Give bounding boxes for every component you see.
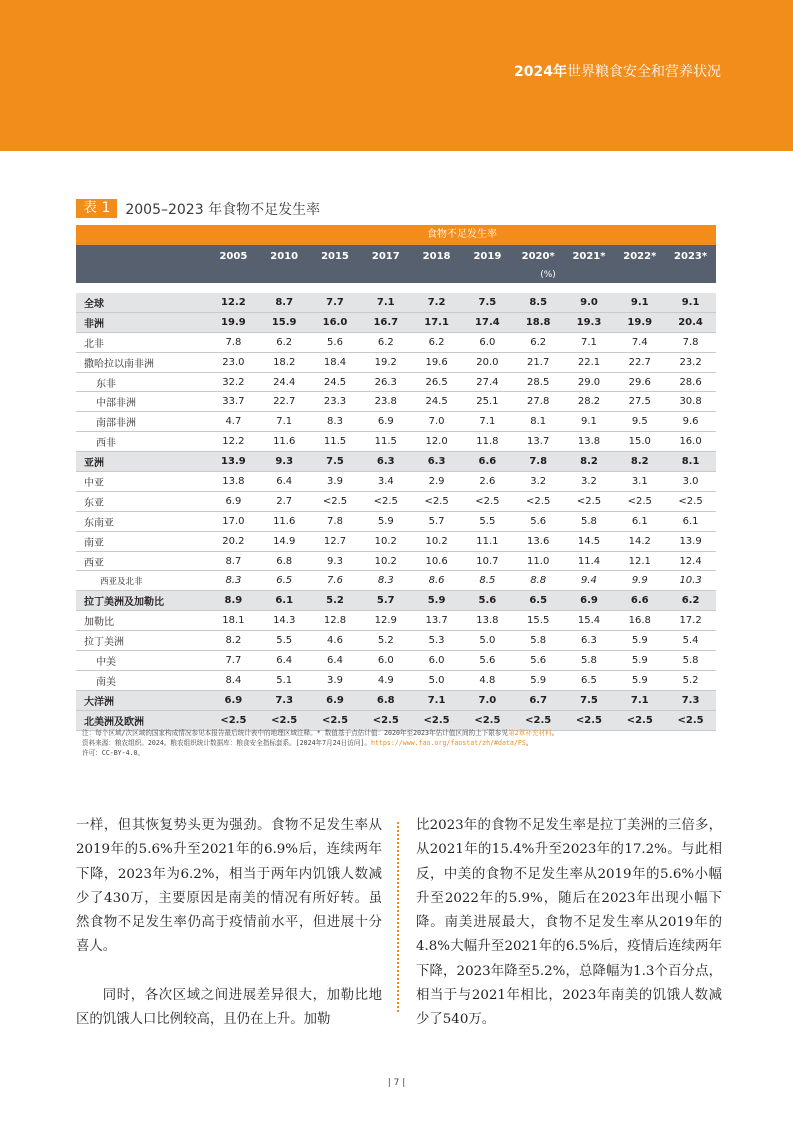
value-cell: 7.8 <box>682 336 699 348</box>
value-cell: 6.0 <box>479 336 496 348</box>
value-cell: 5.3 <box>428 635 445 647</box>
value-cell: 6.9 <box>326 694 344 706</box>
value-cell: 14.9 <box>273 535 296 547</box>
value-cell: 23.8 <box>374 396 397 408</box>
value-cell: 7.3 <box>681 694 700 706</box>
value-cell: 3.0 <box>682 475 699 487</box>
region-name: 南美 <box>96 676 116 688</box>
value-cell: 7.1 <box>427 694 446 706</box>
value-cell: <2.5 <box>372 714 399 726</box>
region-name: 中美 <box>96 656 116 668</box>
value-cell: 8.7 <box>225 555 242 567</box>
value-cell: 9.0 <box>580 296 598 308</box>
value-cell: 18.2 <box>273 356 296 368</box>
value-cell: 12.4 <box>679 555 702 567</box>
value-cell: 12.2 <box>222 436 245 448</box>
value-cell: <2.5 <box>526 495 551 507</box>
value-cell: 5.7 <box>428 515 445 527</box>
value-cell: 27.5 <box>628 396 651 408</box>
license-line: 许可：CC-BY-4.0。 <box>82 749 145 757</box>
value-cell: 16.7 <box>373 316 399 328</box>
value-cell: 6.3 <box>581 635 597 647</box>
value-cell: 9.1 <box>581 416 597 428</box>
table-row <box>76 651 716 671</box>
value-cell: 9.6 <box>682 416 699 428</box>
value-cell: 8.2 <box>225 635 242 647</box>
table-row <box>76 611 716 631</box>
report-title <box>514 61 721 81</box>
value-cell: <2.5 <box>322 495 348 507</box>
table-row <box>76 492 716 512</box>
year-header: 2023* <box>674 251 708 262</box>
value-cell: 15.4 <box>577 615 601 627</box>
value-cell: 8.7 <box>275 296 294 308</box>
value-cell: 7.8 <box>327 515 343 527</box>
value-cell: 6.0 <box>377 654 394 666</box>
value-cell: 4.6 <box>327 635 343 647</box>
value-cell: 6.0 <box>428 654 445 666</box>
region-name: 东亚 <box>84 497 104 509</box>
table-row <box>76 671 716 691</box>
region-name: 大洋洲 <box>84 696 114 708</box>
column-divider <box>397 822 399 1012</box>
year-header: 2019 <box>473 251 502 262</box>
table-row <box>76 432 716 452</box>
year-header: 2020* <box>521 251 555 262</box>
value-cell: 19.3 <box>576 316 602 328</box>
value-cell: 29.0 <box>577 376 601 388</box>
value-cell: 29.6 <box>628 376 651 388</box>
supplement-link[interactable]: 第2章补充材料 <box>508 729 552 737</box>
value-cell: 18.8 <box>525 316 551 328</box>
value-cell: 8.2 <box>630 456 649 468</box>
table-band-header <box>76 225 716 245</box>
value-cell: 22.7 <box>628 356 651 368</box>
faostat-link[interactable]: https://www.fao.org/faostat/zh/#data/FS <box>370 739 526 747</box>
table-row <box>76 631 716 651</box>
value-cell: 3.9 <box>327 674 343 686</box>
value-cell: 17.0 <box>222 515 245 527</box>
year-header: 2018 <box>422 251 451 262</box>
value-cell: 19.6 <box>425 356 448 368</box>
value-cell: 20.0 <box>476 356 499 368</box>
value-cell: 8.3 <box>327 416 343 428</box>
value-cell: <2.5 <box>474 714 501 726</box>
value-cell: <2.5 <box>576 495 602 507</box>
value-cell: 11.0 <box>527 555 550 567</box>
value-cell: 23.2 <box>679 356 702 368</box>
table-row <box>76 373 716 393</box>
value-cell: 2.6 <box>479 475 496 487</box>
year-header: 2021* <box>572 251 606 262</box>
value-cell: 6.1 <box>682 515 699 527</box>
value-cell: 5.7 <box>376 595 395 607</box>
table-row <box>76 571 716 591</box>
value-cell: 5.5 <box>479 515 496 527</box>
value-cell: 9.1 <box>681 296 700 308</box>
value-cell: 30.8 <box>679 396 702 408</box>
year-header: 2015 <box>321 251 349 262</box>
note-line: 注：每个区域/次区域的国家构成情况参见本报告最后统计表中的地理区域注释。* 数值基于点估计值：2020年至2023年估计值区间的上下限参见第2章补充材料。 <box>82 729 559 737</box>
value-cell: 7.1 <box>479 416 496 428</box>
table-body <box>76 293 716 731</box>
value-cell: <2.5 <box>525 714 552 726</box>
value-cell: <2.5 <box>423 714 450 726</box>
value-cell: 7.5 <box>478 296 497 308</box>
table-row <box>76 412 716 432</box>
value-cell: 12.8 <box>323 615 347 627</box>
value-cell: 2.9 <box>428 475 445 487</box>
value-cell: 12.2 <box>221 296 246 308</box>
value-cell: 3.2 <box>581 475 597 487</box>
value-cell: 9.5 <box>631 416 648 428</box>
value-cell: 7.2 <box>427 296 446 308</box>
value-cell: 24.5 <box>425 396 448 408</box>
value-cell: 19.2 <box>374 356 397 368</box>
value-cell: <2.5 <box>627 495 652 507</box>
table-tag: 表 1 <box>76 199 117 218</box>
region-name: 南亚 <box>84 537 104 549</box>
year-header: 2022* <box>623 251 657 262</box>
paragraph: 同时，各次区域之间进展差异很大，加勒比地区的饥饿人口比例较高，且仍在上升。加勒 <box>76 987 382 1028</box>
value-cell: 6.9 <box>224 694 243 706</box>
value-cell: 26.3 <box>374 376 397 388</box>
band-title: 食物不足发生率 <box>427 229 497 240</box>
value-cell: 6.4 <box>327 654 343 666</box>
value-cell: 19.9 <box>627 316 653 328</box>
value-cell: 23.0 <box>222 356 245 368</box>
value-cell: 22.1 <box>577 356 601 368</box>
value-cell: 5.2 <box>326 595 344 607</box>
value-cell: 18.4 <box>323 356 347 368</box>
value-cell: 20.4 <box>678 316 703 328</box>
table-row <box>76 333 716 353</box>
value-cell: 6.7 <box>529 694 548 706</box>
table-row <box>76 472 716 492</box>
value-cell: 8.3 <box>377 575 394 587</box>
value-cell: 21.7 <box>527 356 550 368</box>
value-cell: 12.7 <box>323 535 347 547</box>
value-cell: 5.2 <box>377 635 394 647</box>
value-cell: 13.6 <box>527 535 550 547</box>
value-cell: 10.7 <box>476 555 499 567</box>
value-cell: 2.7 <box>276 495 293 507</box>
value-cell: 7.5 <box>326 456 344 468</box>
value-cell: <2.5 <box>475 495 500 507</box>
value-cell: 5.0 <box>428 674 445 686</box>
value-cell: 27.8 <box>527 396 550 408</box>
body-column-left <box>76 814 382 1032</box>
value-cell: 32.2 <box>222 376 245 388</box>
value-cell: 15.0 <box>628 436 651 448</box>
value-cell: 25.1 <box>476 396 499 408</box>
value-cell: 6.8 <box>276 555 293 567</box>
value-cell: 7.7 <box>225 654 242 666</box>
value-cell: 24.4 <box>273 376 296 388</box>
value-cell: 6.5 <box>529 595 548 607</box>
value-cell: 6.2 <box>530 336 547 348</box>
header-band <box>0 0 793 151</box>
unit-label: (%) <box>540 270 556 280</box>
value-cell: 7.1 <box>630 694 649 706</box>
value-cell: 5.6 <box>479 654 496 666</box>
value-cell: 8.2 <box>580 456 598 468</box>
value-cell: 10.3 <box>679 575 702 587</box>
value-cell: 5.9 <box>427 595 446 607</box>
value-cell: 11.6 <box>273 515 296 527</box>
value-cell: 5.9 <box>631 654 648 666</box>
value-cell: 6.2 <box>428 336 445 348</box>
page-number: | 7 | <box>387 1078 406 1088</box>
region-name: 加勒比 <box>84 617 114 629</box>
table-row <box>76 353 716 373</box>
value-cell: 10.2 <box>425 535 448 547</box>
year-header: 2017 <box>371 251 400 262</box>
value-cell: 12.1 <box>628 555 651 567</box>
value-cell: 28.5 <box>527 376 550 388</box>
region-name: 拉丁美洲及加勒比 <box>84 597 164 609</box>
value-cell: 8.9 <box>224 595 243 607</box>
value-cell: 3.4 <box>377 475 394 487</box>
report-title-text: 世界粮食安全和营养状况 <box>567 64 721 80</box>
value-cell: 5.1 <box>276 674 293 686</box>
value-cell: 12.9 <box>374 615 397 627</box>
value-cell: 5.8 <box>581 654 597 666</box>
value-cell: 26.5 <box>425 376 448 388</box>
region-name: 撒哈拉以南非洲 <box>84 358 154 370</box>
value-cell: 14.5 <box>577 535 601 547</box>
year-header: 2005 <box>219 251 248 262</box>
value-cell: 7.1 <box>376 296 395 308</box>
value-cell: 7.6 <box>327 575 343 587</box>
region-name: 东南亚 <box>84 517 114 529</box>
value-cell: 7.1 <box>581 336 597 348</box>
value-cell: 10.6 <box>425 555 448 567</box>
value-cell: 14.2 <box>628 535 651 547</box>
value-cell: 4.7 <box>225 416 242 428</box>
table-title: 2005–2023 年食物不足发生率 <box>125 201 321 218</box>
region-name: 西非 <box>96 438 116 450</box>
value-cell: 9.3 <box>327 555 343 567</box>
value-cell: 10.2 <box>374 535 397 547</box>
value-cell: 7.8 <box>225 336 242 348</box>
region-name: 中亚 <box>84 477 104 489</box>
value-cell: 5.4 <box>682 635 699 647</box>
value-cell: <2.5 <box>373 495 398 507</box>
value-cell: 8.3 <box>225 575 242 587</box>
value-cell: 8.5 <box>479 575 496 587</box>
value-cell: 17.2 <box>679 615 702 627</box>
value-cell: 9.9 <box>631 575 648 587</box>
value-cell: 15.9 <box>271 316 297 328</box>
value-cell: 7.8 <box>529 456 548 468</box>
value-cell: 6.3 <box>427 456 446 468</box>
value-cell: 5.9 <box>631 674 648 686</box>
value-cell: 6.4 <box>276 654 293 666</box>
value-cell: 6.2 <box>276 336 293 348</box>
value-cell: 6.6 <box>630 595 649 607</box>
value-cell: 16.0 <box>322 316 348 328</box>
value-cell: 6.5 <box>276 575 293 587</box>
report-year: 2024年 <box>514 64 567 80</box>
region-name: 西亚 <box>84 557 104 569</box>
value-cell: 11.8 <box>476 436 499 448</box>
value-cell: 11.1 <box>476 535 499 547</box>
value-cell: 13.7 <box>527 436 550 448</box>
region-name: 西亚及北非 <box>100 576 143 587</box>
value-cell: 27.4 <box>476 376 499 388</box>
value-cell: 4.8 <box>479 674 496 686</box>
value-cell: <2.5 <box>677 714 704 726</box>
region-name: 北美洲及欧洲 <box>84 716 144 728</box>
table-row <box>76 313 716 333</box>
value-cell: <2.5 <box>220 714 247 726</box>
value-cell: 3.2 <box>530 475 547 487</box>
region-name: 亚洲 <box>84 458 104 470</box>
value-cell: 17.1 <box>424 316 449 328</box>
value-cell: 5.9 <box>530 674 547 686</box>
value-cell: 5.0 <box>479 635 496 647</box>
value-cell: 14.3 <box>273 615 296 627</box>
region-name: 全球 <box>84 298 104 310</box>
value-cell: <2.5 <box>575 714 603 726</box>
value-cell: 3.1 <box>631 475 648 487</box>
table-row <box>76 512 716 532</box>
table-row <box>76 552 716 572</box>
value-cell: 7.1 <box>276 416 293 428</box>
value-cell: 5.8 <box>682 654 699 666</box>
value-cell: 6.1 <box>631 515 648 527</box>
value-cell: 6.5 <box>581 674 597 686</box>
value-cell: 15.5 <box>527 615 550 627</box>
value-cell: 6.9 <box>225 495 242 507</box>
value-cell: 5.9 <box>631 635 648 647</box>
year-header-row <box>76 245 716 283</box>
value-cell: <2.5 <box>626 714 653 726</box>
table-row <box>76 392 716 412</box>
table-row <box>76 293 716 313</box>
value-cell: 13.9 <box>679 535 702 547</box>
value-cell: 5.6 <box>478 595 497 607</box>
table-row <box>76 532 716 552</box>
value-cell: 6.9 <box>377 416 394 428</box>
region-name: 北非 <box>84 338 104 350</box>
value-cell: 33.7 <box>222 396 245 408</box>
value-cell: 22.7 <box>273 396 296 408</box>
value-cell: 13.7 <box>425 615 448 627</box>
table-row <box>76 591 716 611</box>
value-cell: 5.2 <box>682 674 699 686</box>
value-cell: 8.8 <box>530 575 547 587</box>
value-cell: 6.3 <box>376 456 395 468</box>
value-cell: <2.5 <box>271 714 298 726</box>
value-cell: 8.4 <box>225 674 242 686</box>
value-cell: 8.1 <box>530 416 547 428</box>
value-cell: <2.5 <box>678 495 703 507</box>
value-cell: 13.9 <box>221 456 246 468</box>
value-cell: 28.2 <box>577 396 601 408</box>
value-cell: 11.5 <box>323 436 347 448</box>
region-name: 拉丁美洲 <box>84 637 124 649</box>
value-cell: 5.6 <box>530 515 547 527</box>
value-cell: 11.6 <box>273 436 296 448</box>
value-cell: 6.9 <box>580 595 598 607</box>
value-cell: <2.5 <box>424 495 449 507</box>
table-row <box>76 452 716 472</box>
value-cell: 8.5 <box>529 296 548 308</box>
value-cell: 12.0 <box>425 436 448 448</box>
value-cell: 10.2 <box>374 555 397 567</box>
value-cell: 13.8 <box>476 615 499 627</box>
body-column-right <box>416 814 722 1033</box>
value-cell: 3.9 <box>327 475 343 487</box>
table-notes <box>82 728 716 758</box>
value-cell: 6.4 <box>276 475 293 487</box>
value-cell: 11.5 <box>374 436 397 448</box>
value-cell: 16.8 <box>628 615 651 627</box>
value-cell: 9.3 <box>275 456 294 468</box>
value-cell: 7.7 <box>326 296 344 308</box>
value-cell: 5.8 <box>530 635 547 647</box>
value-cell: 19.9 <box>221 316 246 328</box>
value-cell: <2.5 <box>321 714 349 726</box>
year-header: 2010 <box>270 251 299 262</box>
value-cell: 17.4 <box>475 316 500 328</box>
value-cell: 18.1 <box>222 615 245 627</box>
value-cell: 5.6 <box>530 654 547 666</box>
value-cell: 7.0 <box>478 694 497 706</box>
value-cell: 13.8 <box>222 475 245 487</box>
value-cell: 23.3 <box>323 396 347 408</box>
value-cell: 5.8 <box>581 515 597 527</box>
paragraph: 比2023年的食物不足发生率是拉丁美洲的三倍多，从2021年的15.4%升至2023年的17.2%。与此相反，中美的食物不足发生率从2019年的5.6%小幅升至2022年的5.9%，随后在2023年出现小幅下降。南美进展最大，食物不足发生率从2019年的4.8%大幅升至2021年的6.5%后，疫情后连续两年下降，2023年降至5.2%，总降幅为1.3个百分点，相当于与2021年相比，2023年南美的饥饿人数减少了540万。 <box>416 818 722 1028</box>
value-cell: 8.1 <box>681 456 700 468</box>
value-cell: 9.1 <box>630 296 649 308</box>
value-cell: 8.6 <box>428 575 445 587</box>
value-cell: 7.4 <box>631 336 648 348</box>
value-cell: 7.3 <box>275 694 294 706</box>
value-cell: 7.0 <box>428 416 445 428</box>
value-cell: 6.2 <box>681 595 700 607</box>
value-cell: 5.9 <box>377 515 394 527</box>
table-caption <box>76 199 320 218</box>
value-cell: 6.2 <box>377 336 394 348</box>
value-cell: 11.4 <box>577 555 601 567</box>
value-cell: 5.6 <box>327 336 343 348</box>
data-table <box>76 225 716 731</box>
value-cell: 13.8 <box>577 436 601 448</box>
value-cell: 16.0 <box>679 436 702 448</box>
value-cell: 6.1 <box>275 595 294 607</box>
value-cell: 7.5 <box>580 694 598 706</box>
value-cell: 6.6 <box>478 456 497 468</box>
region-name: 南部非洲 <box>96 418 136 430</box>
region-name: 中部非洲 <box>96 398 136 410</box>
value-cell: 4.9 <box>377 674 394 686</box>
value-cell: 9.4 <box>581 575 597 587</box>
region-name: 东非 <box>96 378 116 390</box>
table-row <box>76 691 716 711</box>
value-cell: 28.6 <box>679 376 702 388</box>
value-cell: 20.2 <box>222 535 245 547</box>
value-cell: 5.5 <box>276 635 293 647</box>
value-cell: 24.5 <box>323 376 347 388</box>
region-name: 非洲 <box>84 318 104 330</box>
paragraph: 一样，但其恢复势头更为强劲。食物不足发生率从2019年的5.6%升至2021年的6.9%后，连续两年下降，2023年为6.2%，相当于两年内饥饿人数减少了430万，主要原因是南美的情况有所好转。虽然食物不足发生率仍高于疫情前水平，但进展十分喜人。 <box>76 818 382 955</box>
value-cell: 6.8 <box>376 694 395 706</box>
source-line: 资料来源：粮农组织。2024。粮农组织统计数据库：粮食安全指标套系。[2024年7月24日访问]。https://www.fao.org/faostat/zh/#data/FS。 <box>82 739 533 747</box>
